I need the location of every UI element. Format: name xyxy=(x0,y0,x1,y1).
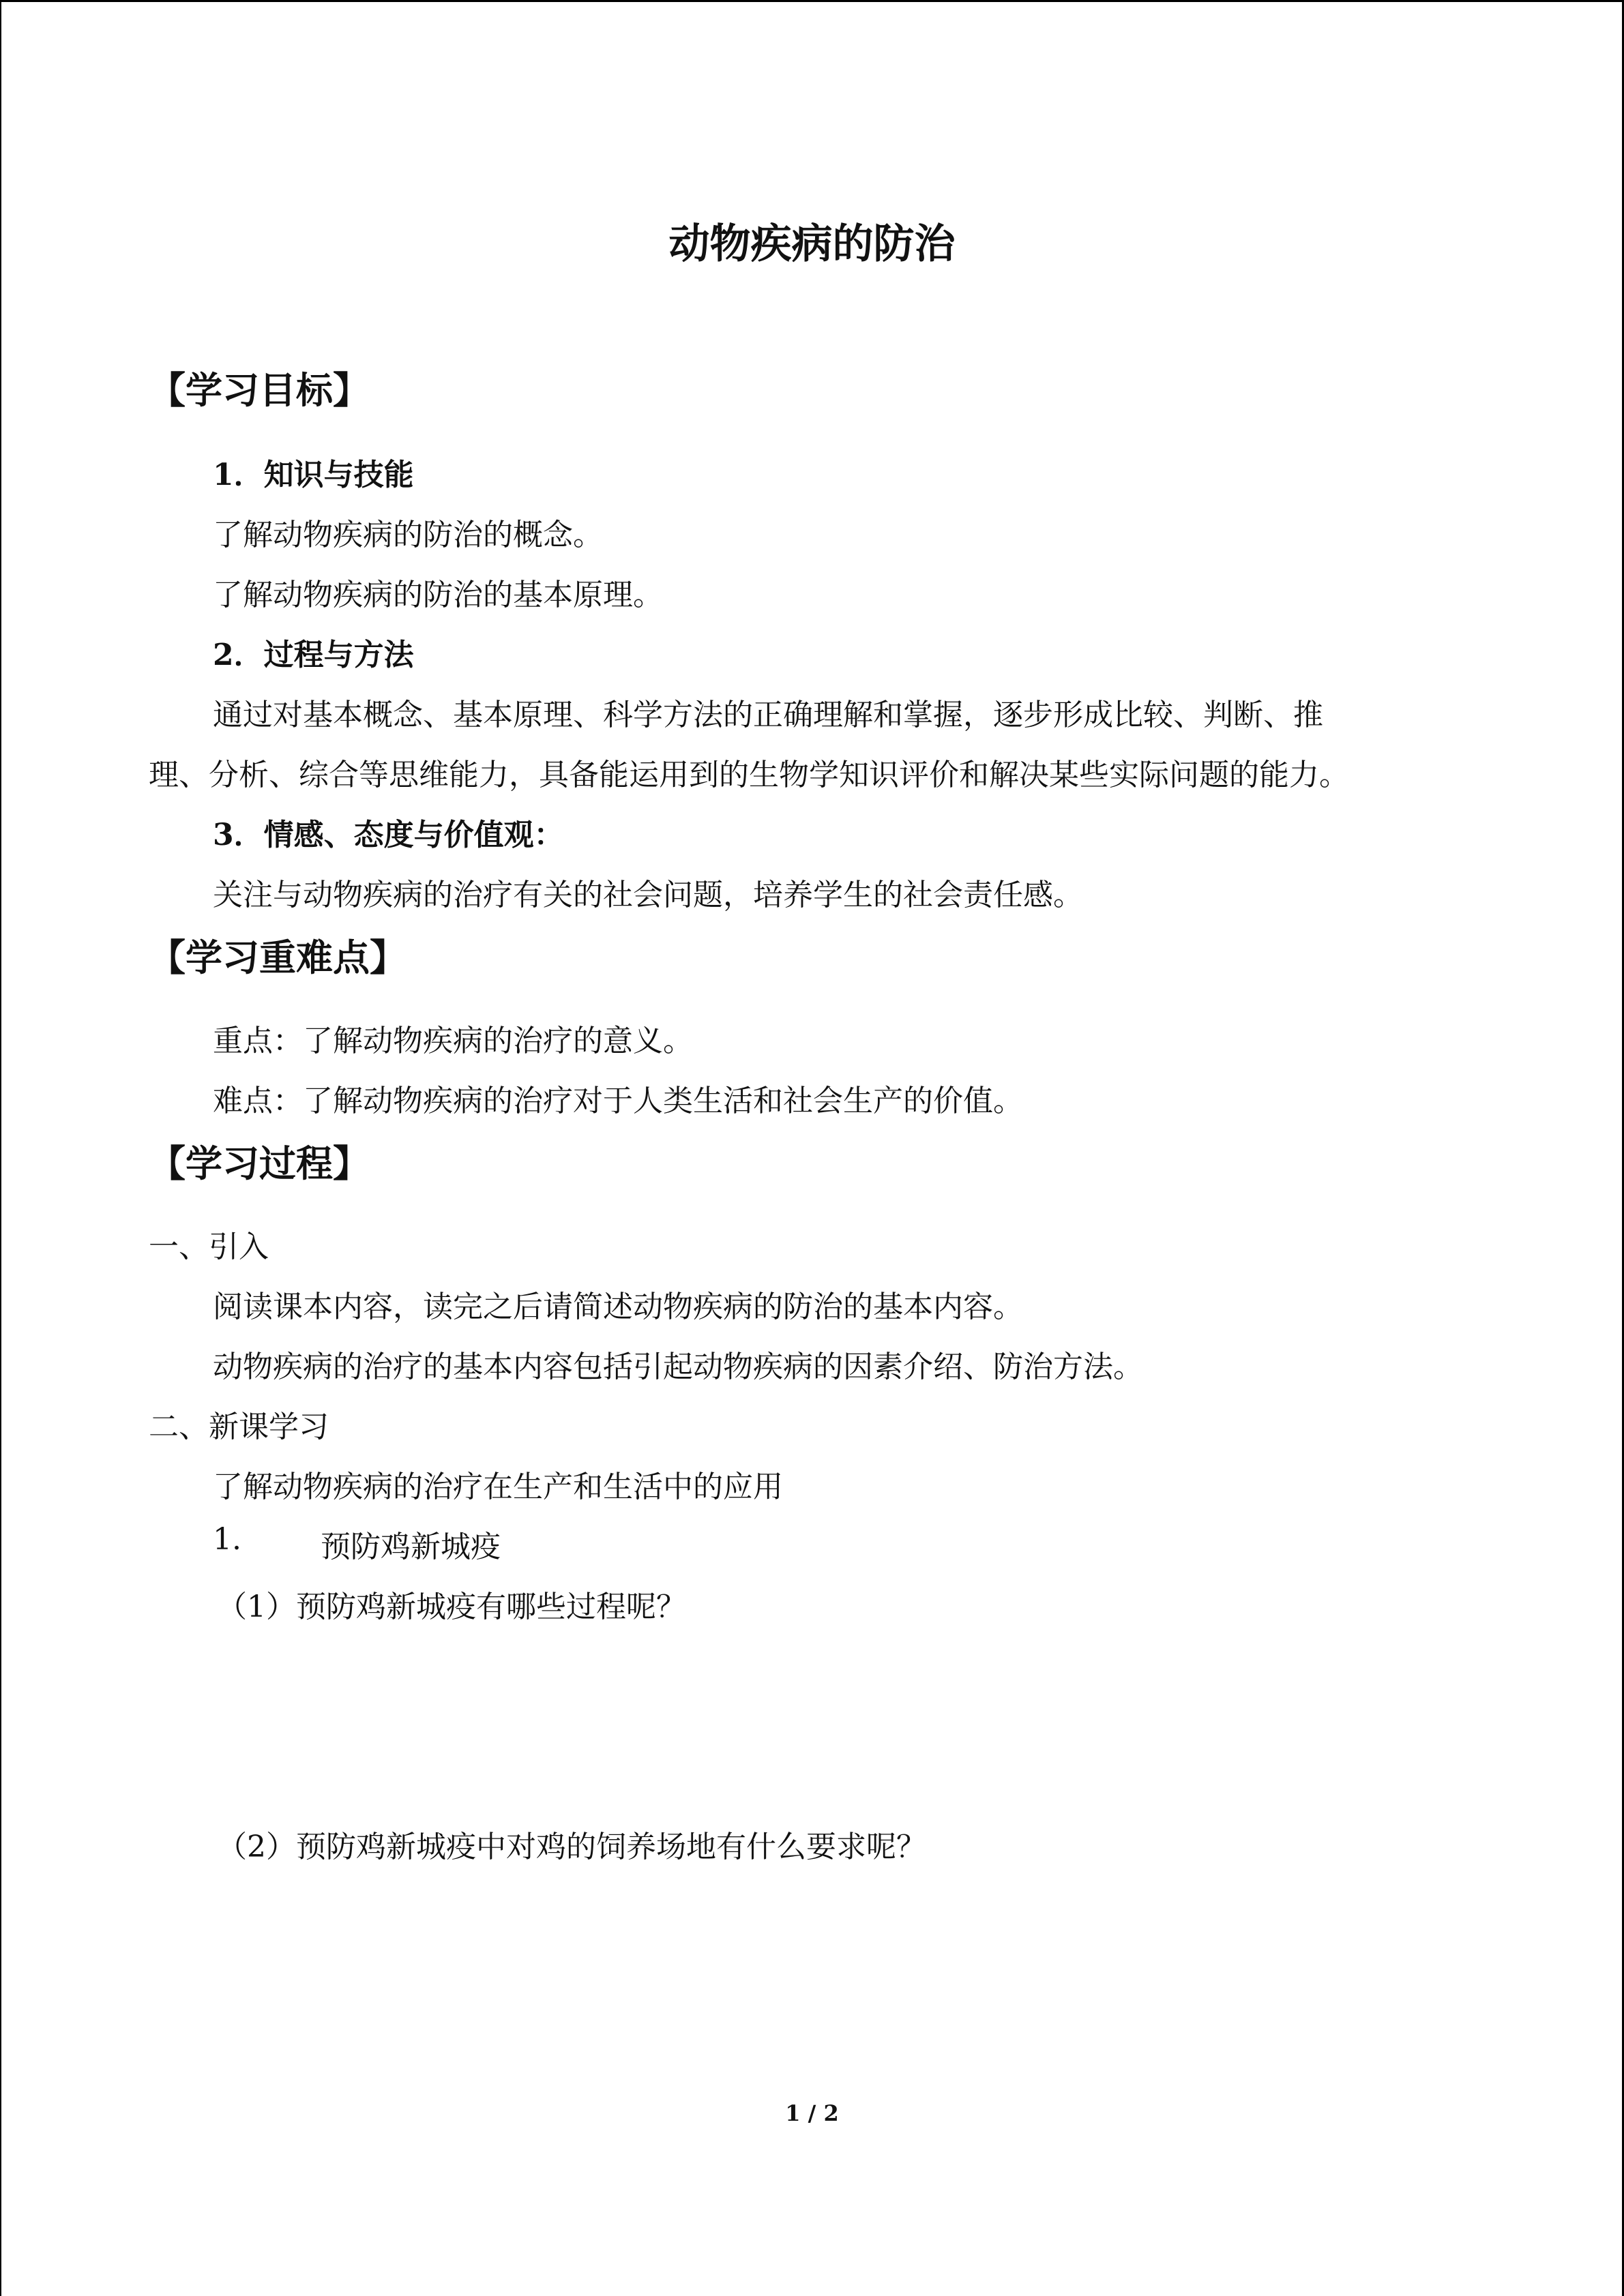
page-left-border xyxy=(0,0,1,2296)
process-part1-heading: 一、引入 xyxy=(149,1229,269,1264)
objective-process-line-2: 理、分析、综合等思维能力，具备能运用到的生物学知识评价和解决某些实际问题的能力。 xyxy=(149,758,1349,792)
section-heading-objectives: 【学习目标】 xyxy=(149,369,370,412)
process-part2-line-1: 了解动物疾病的治疗在生产和生活中的应用 xyxy=(213,1470,783,1504)
process-part2-item-text: 预防鸡新城疫 xyxy=(321,1530,501,1564)
key-point-line-1: 重点：了解动物疾病的治疗的意义。 xyxy=(213,1024,693,1058)
objective-values-line-1: 关注与动物疾病的治疗有关的社会问题，培养学生的社会责任感。 xyxy=(213,878,1083,912)
page-number: 1 / 2 xyxy=(785,2100,839,2126)
question-2: （2）预防鸡新城疫中对鸡的饲养场地有什么要求呢？ xyxy=(217,1830,926,1864)
objective-values-heading: 3．情感、态度与价值观： xyxy=(213,818,564,852)
objective-knowledge-line-2: 了解动物疾病的防治的基本原理。 xyxy=(213,578,663,612)
page-top-border xyxy=(0,0,1624,2)
objective-process-heading: 2．过程与方法 xyxy=(213,638,414,672)
objective-process-line-1: 通过对基本概念、基本原理、科学方法的正确理解和掌握，逐步形成比较、判断、推 xyxy=(213,698,1323,732)
objective-knowledge-line-1: 了解动物疾病的防治的概念。 xyxy=(213,518,603,552)
process-part1-line-2: 动物疾病的治疗的基本内容包括引起动物疾病的因素介绍、防治方法。 xyxy=(213,1350,1143,1384)
question-1: （1）预防鸡新城疫有哪些过程呢？ xyxy=(217,1590,686,1624)
section-heading-process: 【学习过程】 xyxy=(149,1142,370,1185)
process-part1-line-1: 阅读课本内容，读完之后请简述动物疾病的防治的基本内容。 xyxy=(213,1289,1023,1324)
section-heading-key-points: 【学习重难点】 xyxy=(149,936,407,979)
process-part2-item-number: 1. xyxy=(213,1522,241,1557)
process-part2-heading: 二、新课学习 xyxy=(149,1410,329,1444)
key-point-line-2: 难点：了解动物疾病的治疗对于人类生活和社会生产的价值。 xyxy=(213,1084,1023,1118)
objective-knowledge-heading: 1．知识与技能 xyxy=(213,458,414,492)
document-title: 动物疾病的防治 xyxy=(668,220,956,268)
